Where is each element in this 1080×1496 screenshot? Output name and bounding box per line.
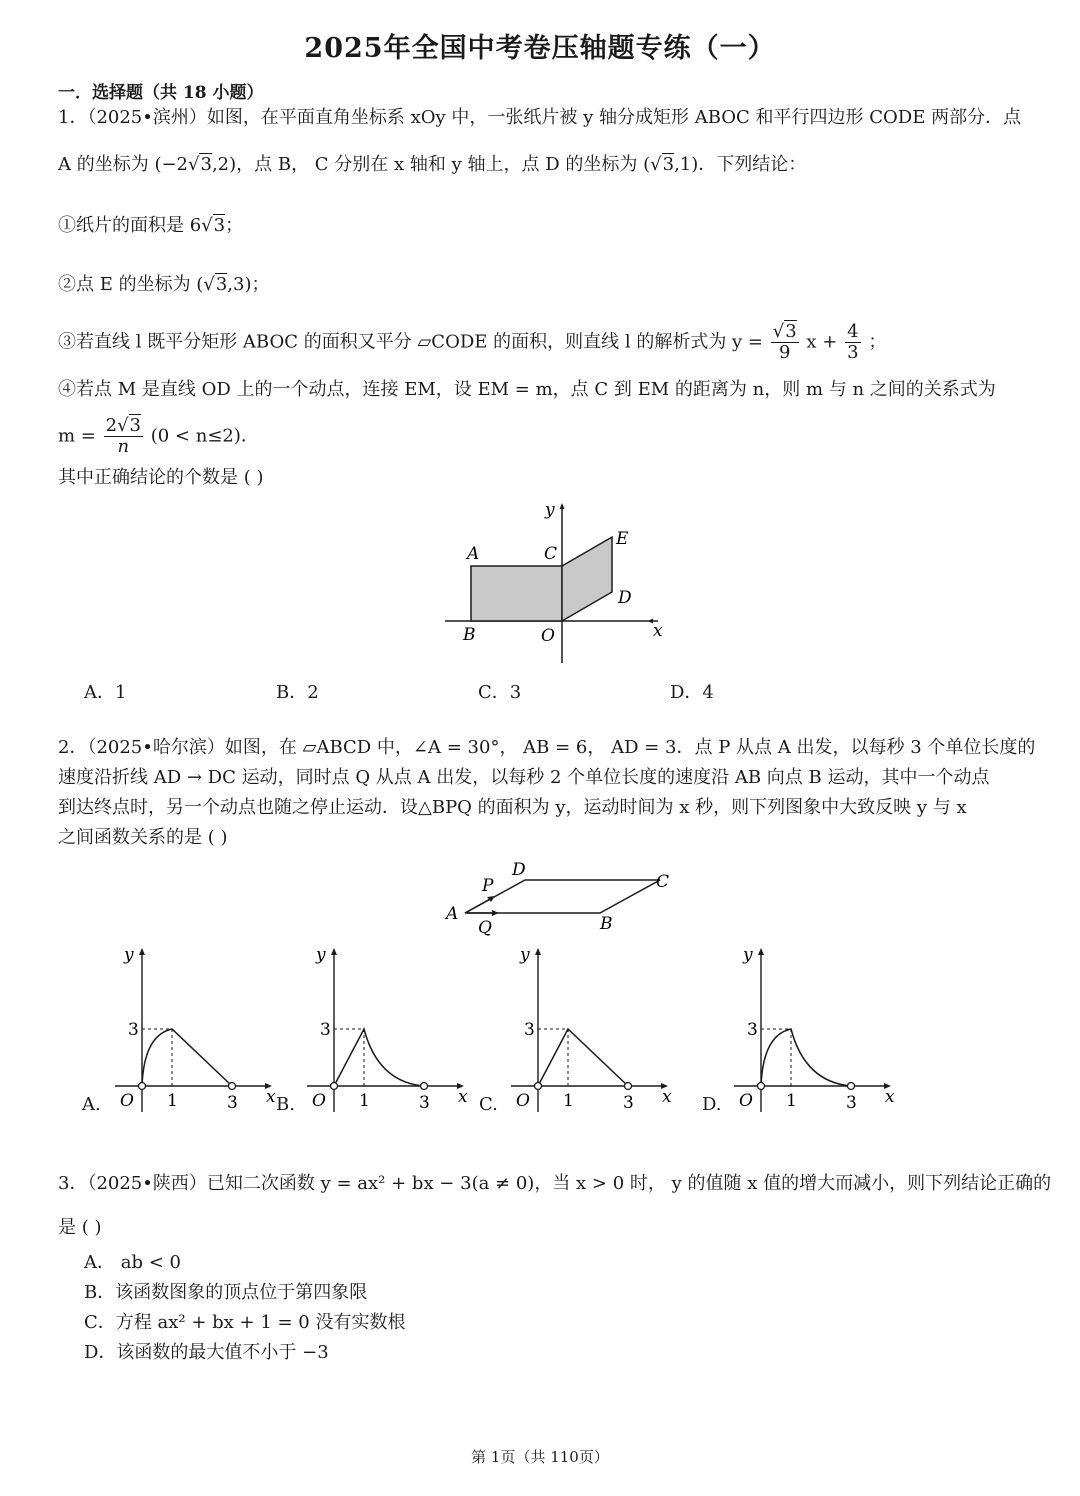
q1-conclusion-3: ③若直线 l 既平分矩形 ABOC 的面积又平分 ▱CODE 的面积，则直线 l 的解析式为 y = $\frac{√3}{9}$ x + $\frac{4}{3}$ ；	[58, 321, 887, 363]
function-curve	[761, 1029, 851, 1086]
q2-stem-line1: 2．（2025•哈尔滨）如图，在 ▱ABCD 中，∠A = 30°， AB = 6， AD = 3．点 P 从点 A 出发，以每秒 3 个单位长度的	[58, 737, 1036, 758]
q3-option-b: B．该函数图象的顶点位于第四象限	[84, 1282, 368, 1303]
origin-open-point	[139, 1083, 146, 1090]
label-1-x: 1	[359, 1091, 370, 1111]
label-3-y: 3	[320, 1020, 331, 1040]
function-curve	[538, 1029, 628, 1086]
label-3-x: 3	[227, 1093, 238, 1113]
q3-stem-line1: 3．（2025•陕西）已知二次函数 y = ax² + bx − 3(a ≠ 0)，当 x > 0 时， y 的值随 x 值的增大而减小，则下列结论正确的	[58, 1173, 1052, 1194]
y-axis-arrow	[560, 503, 565, 509]
q1-option-a: A．1	[84, 682, 127, 703]
label-x: x	[653, 621, 663, 641]
label-x: x	[885, 1087, 895, 1107]
label-y: y	[743, 945, 753, 965]
origin-open-point	[535, 1083, 542, 1090]
q1-option-d: D．4	[670, 682, 714, 703]
q1-conclusion-4-formula: m = $\frac{2√3}{n}$ (0 < n≤2)．	[58, 415, 259, 457]
label-3-x: 3	[419, 1093, 430, 1113]
q3-option-d: D．该函数的最大值不小于 −3	[84, 1342, 329, 1363]
function-curve	[142, 1029, 232, 1086]
q2-option-b: B.	[276, 1094, 295, 1115]
label-a: A	[446, 904, 459, 924]
section-heading: 一．选择题（共 18 小题）	[58, 83, 264, 103]
q2-stem-line4: 之间函数关系的是 ( )	[58, 827, 228, 848]
function-curve	[334, 1029, 424, 1086]
q2-option-a: A.	[82, 1094, 101, 1115]
end-open-point	[229, 1083, 236, 1090]
label-q: Q	[478, 918, 492, 938]
rectangle-aboc	[471, 566, 562, 621]
origin-open-point	[331, 1083, 338, 1090]
q2-figure	[440, 855, 680, 940]
q1-stem-line1: 1．（2025•滨州）如图，在平面直角坐标系 xOy 中，一张纸片被 y 轴分成矩形 ABOC 和平行四边形 CODE 两部分．点	[58, 107, 1022, 128]
label-o: O	[312, 1091, 326, 1111]
page-footer: 第 1页（共 110页）	[471, 1448, 609, 1466]
label-x: x	[662, 1087, 672, 1107]
q1-option-b: B．2	[276, 682, 319, 703]
label-3-x: 3	[623, 1093, 634, 1113]
label-3-y: 3	[524, 1020, 535, 1040]
label-o: O	[739, 1091, 753, 1111]
label-y: y	[316, 945, 326, 965]
arrow-p	[467, 898, 492, 912]
label-o: O	[541, 626, 555, 646]
label-y: y	[545, 500, 555, 520]
label-1-x: 1	[167, 1091, 178, 1111]
label-o: O	[120, 1091, 134, 1111]
label-1-x: 1	[786, 1091, 797, 1111]
q1-conclusion-1: ①纸片的面积是 6√3；	[58, 215, 244, 236]
q2-stem-line2: 速度沿折线 AD → DC 运动，同时点 Q 从点 A 出发，以每秒 2 个单位长度的速度沿 AB 向点 B 运动，其中一个动点	[58, 767, 990, 788]
q2-option-c: C.	[479, 1094, 498, 1115]
q1-figure	[440, 495, 680, 670]
label-x: x	[458, 1087, 468, 1107]
y-axis-arrow	[139, 948, 145, 955]
label-x: x	[266, 1087, 276, 1107]
label-d: D	[618, 588, 632, 608]
end-open-point	[848, 1083, 855, 1090]
label-p: P	[482, 876, 494, 896]
q3-option-c: C．方程 ax² + bx + 1 = 0 没有实数根	[84, 1312, 406, 1333]
page-title: 2025年全国中考卷压轴题专练（一）	[304, 33, 776, 64]
origin-open-point	[758, 1083, 765, 1090]
y-axis-arrow	[331, 948, 337, 955]
label-o: O	[516, 1091, 530, 1111]
label-c: C	[544, 544, 558, 564]
q1-conclusion-4: ④若点 M 是直线 OD 上的一个动点，连接 EM，设 EM = m，点 C 到 EM 的距离为 n，则 m 与 n 之间的关系式为	[58, 379, 996, 400]
q2-option-d: D.	[702, 1094, 722, 1115]
y-axis-arrow	[535, 948, 541, 955]
q2-graph-c	[506, 940, 676, 1120]
label-3-x: 3	[846, 1093, 857, 1113]
q1-conclusion-2: ②点 E 的坐标为 (√3,3)；	[58, 274, 270, 295]
label-d: D	[512, 860, 526, 880]
q1-option-c: C．3	[478, 682, 522, 703]
label-y: y	[124, 945, 134, 965]
q1-question: 其中正确结论的个数是 ( )	[58, 467, 264, 488]
label-b: B	[600, 914, 613, 934]
end-open-point	[625, 1083, 632, 1090]
q3-option-a: A． ab < 0	[84, 1252, 181, 1273]
q3-stem-line2: 是 ( )	[58, 1217, 102, 1238]
q2-graph-d	[729, 940, 899, 1120]
label-3-y: 3	[747, 1020, 758, 1040]
label-b: B	[463, 625, 476, 645]
q2-stem-line3: 到达终点时，另一个动点也随之停止运动．设△BPQ 的面积为 y，运动时间为 x 秒，则下列图象中大致反映 y 与 x	[58, 797, 967, 818]
label-y: y	[520, 945, 530, 965]
label-3-y: 3	[128, 1020, 139, 1040]
y-axis-arrow	[758, 948, 764, 955]
parallelogram-code	[562, 537, 612, 621]
label-1-x: 1	[563, 1091, 574, 1111]
label-a: A	[467, 544, 480, 564]
q2-graph-a	[110, 940, 280, 1120]
q1-stem-line2: A 的坐标为 (−2√3,2)，点 B， C 分别在 x 轴和 y 轴上，点 D 的坐标为 (√3,1)．下列结论：	[58, 154, 807, 175]
label-c: C	[656, 872, 670, 892]
q2-graph-b	[302, 940, 472, 1120]
label-e: E	[616, 529, 629, 549]
end-open-point	[421, 1083, 428, 1090]
